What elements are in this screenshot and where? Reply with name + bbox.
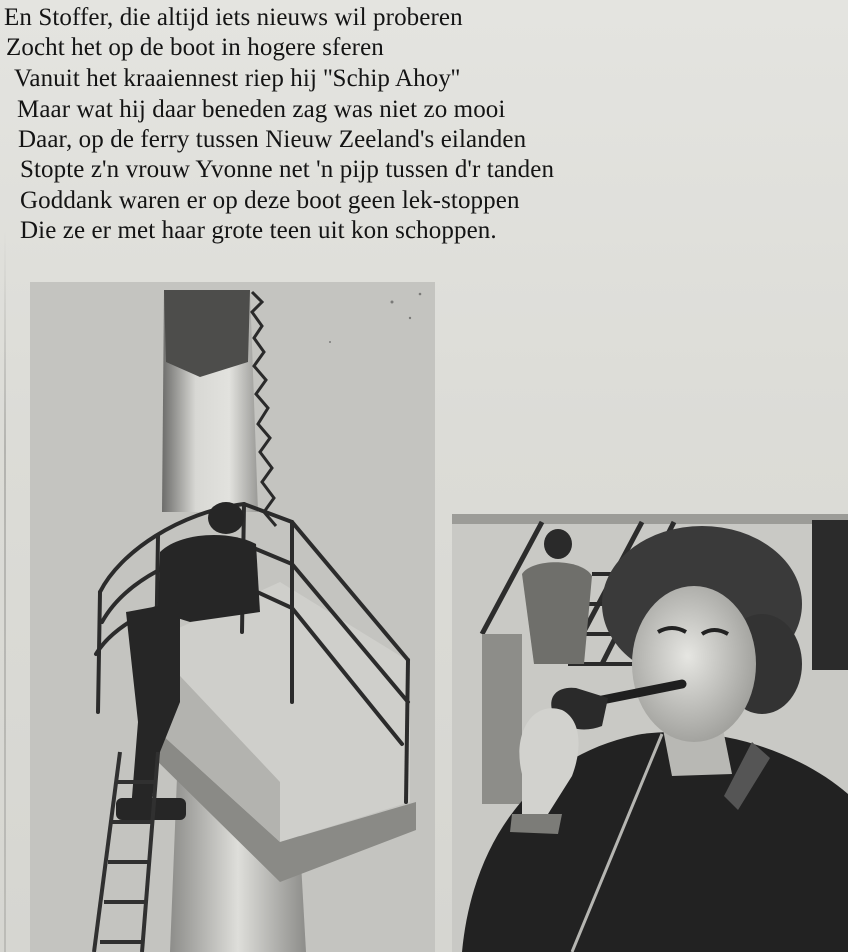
pipe-illustration [452, 514, 848, 952]
paper-fold-line [4, 230, 6, 952]
poem-line-1: En Stoffer, die altijd iets nieuws wil proberen [4, 4, 463, 31]
poem-line-2: Zocht het op de boot in hogere sferen [6, 34, 384, 61]
poem-line-4: Maar wat hij daar beneden zag was niet zo mooi [17, 96, 506, 123]
poem-line-3: Vanuit het kraaiennest riep hij ''Schip Ahoy'' [14, 65, 461, 92]
poem-line-5: Daar, op de ferry tussen Nieuw Zeeland's eilanden [18, 126, 527, 153]
poem-line-6: Stopte z'n vrouw Yvonne net 'n pijp tussen d'r tanden [20, 156, 555, 183]
photo-mast-crows-nest [30, 282, 435, 952]
poem-line-7: Goddank waren er op deze boot geen lek-stoppen [20, 187, 520, 214]
photo-woman-with-pipe [452, 514, 848, 952]
mast-illustration [30, 282, 435, 952]
poem-line-8: Die ze er met haar grote teen uit kon schoppen. [20, 217, 497, 244]
